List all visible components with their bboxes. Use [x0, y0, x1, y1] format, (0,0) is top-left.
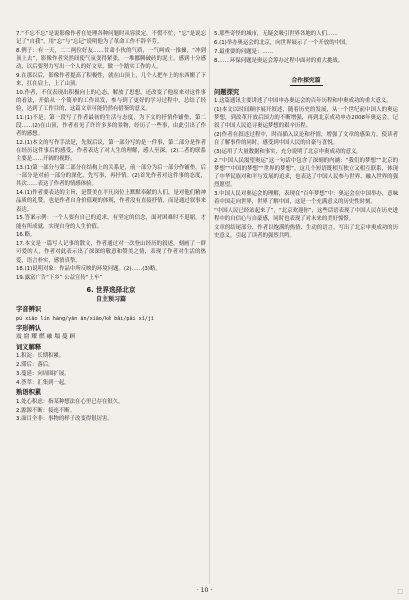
- meaning-item: 4.荟萃：汇集到一起。: [16, 380, 70, 387]
- question-item: (1)本文以时间顺序展开叙述，随着历史的发展，从一个世纪前中国人的奥运梦想，到改革开放后国力的不断增强，再到北京成功申办2008年奥运会，记叙了中国人民追寻奥运梦想的艰辛历程。: [214, 107, 398, 130]
- question-item: “中国人民已经站起来了”，“北京欢迎你”，这些话语表现了中国人民在历史进程中的自信心与自豪感，同时也表现了对未来的美好憧憬。: [214, 208, 398, 223]
- right-column: [214, 30, 398, 241]
- pinyin-line: pú xiāo lín hàng/yān ān/xiāo/kě bǎi/pǎi xǐ/jī: [16, 315, 155, 322]
- answer-item: 6.(1)举办奥运会的北京，向世界展示了一个开放的中国。: [214, 39, 351, 46]
- question-list: [214, 97, 398, 240]
- vocab-heading: 字音辨识: [16, 306, 42, 314]
- chars-heading: 字形辨认: [16, 324, 42, 332]
- chars-line: 震 窟 耀 燃 融 塌 蔓 顾: [16, 334, 76, 341]
- question-item: (3)运用了大量数据和事实，充分说明了北京申奥成功的意义。: [214, 149, 362, 156]
- answer-item: 19.露富广告“下乡” 公益宣传“上车”: [16, 275, 103, 282]
- answer-item: 7.最重要的问题是：……: [214, 48, 274, 55]
- answer-item: 5.那些奇怪的城市，无疑会吸引世界各地的人们……: [214, 31, 338, 37]
- phrase-item: 3.面目全非：事物的样子改变得很厉害。: [16, 416, 113, 423]
- question-item: 2.“中国人民渴望奥运”这一句话中包含了深刻的内涵：“我们的梦想”“北京的梦想”“中国的梦想”“世界的梦想”。这几个短语既相互独立又相互联系，体现了中华民族对和平与发展的追求，也表达了中国人民参与世界、融入世界的强烈愿望。: [214, 158, 398, 189]
- question-item: 1.这篇通讯主要讲述了中国申办奥运会的百年历程和申奥成功的重大意义。: [214, 98, 392, 105]
- answer-item: 18.(1)说明对象：作品中所反映的环境问题。(2)……(3)略。: [16, 266, 161, 273]
- answer-item: 9.在那以后，影像作者提高了积极性，就在山顶上，几个人把车上的东西搬了下来，扛在肩上，上了山顶。: [16, 73, 206, 88]
- answer-item: 7.“不忘不忘”是说影像作者在处理各种问题时从容淡定，不慌不忙；“忘”是说忘记了“自我”，用“忘”与“忘记”说明他为了革命工作不辞辛劳。: [16, 31, 206, 46]
- meaning-item: 1.积淀：长期积累。: [16, 353, 65, 360]
- watermark-logo: □: [397, 588, 403, 595]
- answer-list-left: [16, 30, 206, 282]
- phrase-list: [16, 398, 206, 424]
- question-item: 文章的结尾部分，作者以饱满的热情、生动的语言，写出了北京申奥成功的历史意义，引起了读者的强烈共鸣。: [214, 225, 398, 240]
- answer-item: 17.本文是一篇写人记事的散文，作者通过对一次登山经历的叙述，刻画了一群可爱的人，作者对此表示出了深深的敬意和赞美之情，表现了作者对生活的热爱，语言朴实，感情真挚。: [16, 241, 206, 264]
- meaning-item: 3.蔓延：向周围扩展。: [16, 371, 70, 378]
- meaning-list: [16, 352, 206, 387]
- phrase-item: 1.处心积虑：指某种想法在心里已存在很久。: [16, 398, 124, 405]
- answer-item: 8.例子：有一天，二二两位好友……甘肃小伙的气质，一气呵成一推搡，“冲到顶上去”，影像作者突然间使气氛变得紧张，一堆挪腾破砖的泥土，感到十分感动，以后要努力写出一个人的好文章，做一个踏实工作的人。: [16, 47, 206, 71]
- phrase-heading: 熟语积累: [16, 389, 42, 397]
- left-column: [16, 30, 206, 424]
- answer-item: 14.(1)作者要表达的主旨，是赞美在平凡岗位上默默奉献的人们，是对他们精神品质的礼赞，也是作者自身价值观的体现，作者没有直接抒情，而是通过叙事来表达。: [16, 190, 206, 213]
- question-heading: 问题探究: [214, 88, 240, 96]
- answer-item: 12.(1)本文的写作手法是，先叙后议，第一部分写的是一件事，第二部分是作者在经历这件事后的感受，作者表达了对人生的理解，感人至深。(2)二者的联系主要是……开阔的视野。: [16, 140, 206, 163]
- answer-list-right: [214, 30, 398, 65]
- column-divider: [209, 28, 210, 584]
- section-subtitle: 自主预习篇: [95, 296, 126, 304]
- phrase-item: 2.源源不断：接连不断。: [16, 407, 76, 414]
- page-number: · 10 ·: [196, 587, 213, 594]
- answer-item: 13.(1)第一部分与第二部分在结构上的关系是，前一部分为后一部分作铺垫，后一部分是对前一部分的深化，先写事，再抒情。(2)首先作者对这件事的态度，其次……表达了作者的情感体验。: [16, 165, 206, 188]
- answer-item: 10.作者，不仅表现出积极向上的心态，解放了思想，还改变了他原来对这件事的看法，开始从一个简单的工作出发，参与到了更好的学习过程中，总结了经验，达到了工作目的，这篇文章可能仍然有借鉴的意义。: [16, 90, 206, 113]
- question-item: (2)作者在叙述过程中，时而插入议论和抒情，增强了文章的感染力，使读者在了解事件的同时，感受到中国人民的自豪与喜悦。: [214, 132, 398, 147]
- tab-wrap: [214, 67, 398, 86]
- meaning-item: 2.滞后：落后。: [16, 362, 54, 369]
- answer-item: 8.……环保问题是奥运会筹办过程中面对的重大挑战。: [214, 57, 344, 64]
- answer-item: 15.答案示例：一个人要有自己的追求，有坚定的信念，面对困难时不退缩，才能有所成就，实现自身的人生价值。: [16, 215, 206, 230]
- answer-item: 11.(1)不是。第一段写了作者最初的生活与态度，为下文的抒情作铺垫，第二段……(2)在山顶，作者看见了许许多多的景物，经历了一些事，由此引出了作者的感想。: [16, 115, 206, 138]
- meaning-heading: 词义解释: [16, 343, 42, 351]
- question-item: 3.中国人民对奥运会的理解，表现在“百年梦想”中：奥运会在中国举办，意味着中国走向世界，世界了解中国，这是一个充满意义的历史性时刻。: [214, 191, 398, 206]
- answer-item: 16.略。: [16, 232, 36, 239]
- top-margin: [0, 0, 409, 26]
- section-title: 6. 世界选择北京: [86, 286, 136, 295]
- tab-label: 合作探究篇: [291, 77, 321, 84]
